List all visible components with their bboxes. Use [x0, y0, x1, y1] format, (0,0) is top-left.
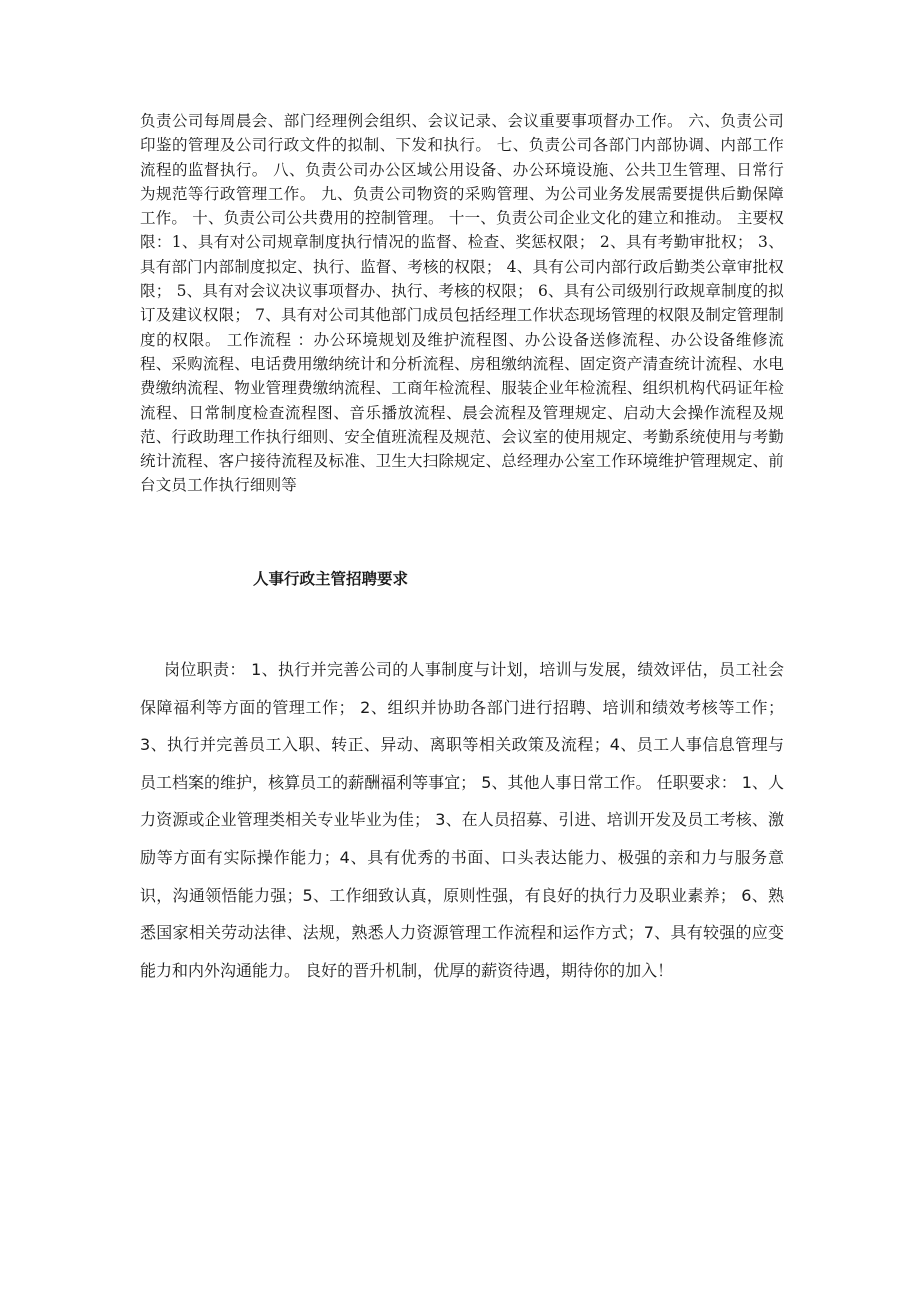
section-title: 人事行政主管招聘要求 — [253, 569, 409, 588]
job-requirements-paragraph: 岗位职责： 1、执行并完善公司的人事制度与计划，培训与发展，绩效评估，员工社会保障福利等方面的管理工作； 2、组织并协助各部门进行招聘、培训和绩效考核等工作； 3、执行并完善员工入职、转正、异动、离职等相关政策及流程；4、员工人事信息管理与员工档案的维护，核算员工的薪酬福利等事宜； 5、其他人事日常工作。 任职要求： 1、人力资源或企业管理类相关专业毕业为佳； 3、在人员招募、引进、培训开发及员工考核、激励等方面有实际操作能力；4、具有优秀的书面、口头表达能力、极强的亲和力与服务意识，沟通领悟能力强；5、工作细致认真，原则性强，有良好的执行力及职业素养； 6、熟悉国家相关劳动法律、法规，熟悉人力资源管理工作流程和运作方式；7、具有较强的应变能力和内外沟通能力。 良好的晋升机制，优厚的薪资待遇，期待你的加入！ — [140, 660, 784, 980]
duties-and-workflow-paragraph: 负责公司每周晨会、部门经理例会组织、会议记录、会议重要事项督办工作。 六、负责公司印鉴的管理及公司行政文件的拟制、下发和执行。 七、负责公司各部门内部协调、内部工作流程的监督执行。 八、负责公司办公区域公用设备、办公环境设施、公共卫生管理、日常行为规范等行政管理工作。 九、负责公司物资的采购管理、为公司业务发展需要提供后勤保障工作。 十、负责公司公共费用的控制管理。 十一、负责公司企业文化的建立和推动。 主要权限：1、具有对公司规章制度执行情况的监督、检查、奖惩权限； 2、具有考勤审批权； 3、具有部门内部制度拟定、执行、监督、考核的权限； 4、具有公司内部行政后勤类公章审批权限； 5、具有对会议决议事项督办、执行、考核的权限； 6、具有公司级别行政规章制度的拟订及建议权限； 7、具有对公司其他部门成员包括经理工作状态现场管理的权限及制定管理制度的权限。 工作流程 ：办公环境规划及维护流程图、办公设备送修流程、办公设备维修流程、采购流程、电话费用缴纳统计和分析流程、房租缴纳流程、固定资产清查统计流程、水电费缴纳流程、物业管理费缴纳流程、工商年检流程、服装企业年检流程、组织机构代码证年检流程、日常制度检查流程图、音乐播放流程、晨会流程及管理规定、启动大会操作流程及规范、行政助理工作执行细则、安全值班流程及规范、会议室的使用规定、考勤系统使用与考勤统计流程、客户接待流程及标准、卫生大扫除规定、总经理办公室工作环境维护管理规定、前台文员工作执行细则等 — [140, 112, 784, 495]
